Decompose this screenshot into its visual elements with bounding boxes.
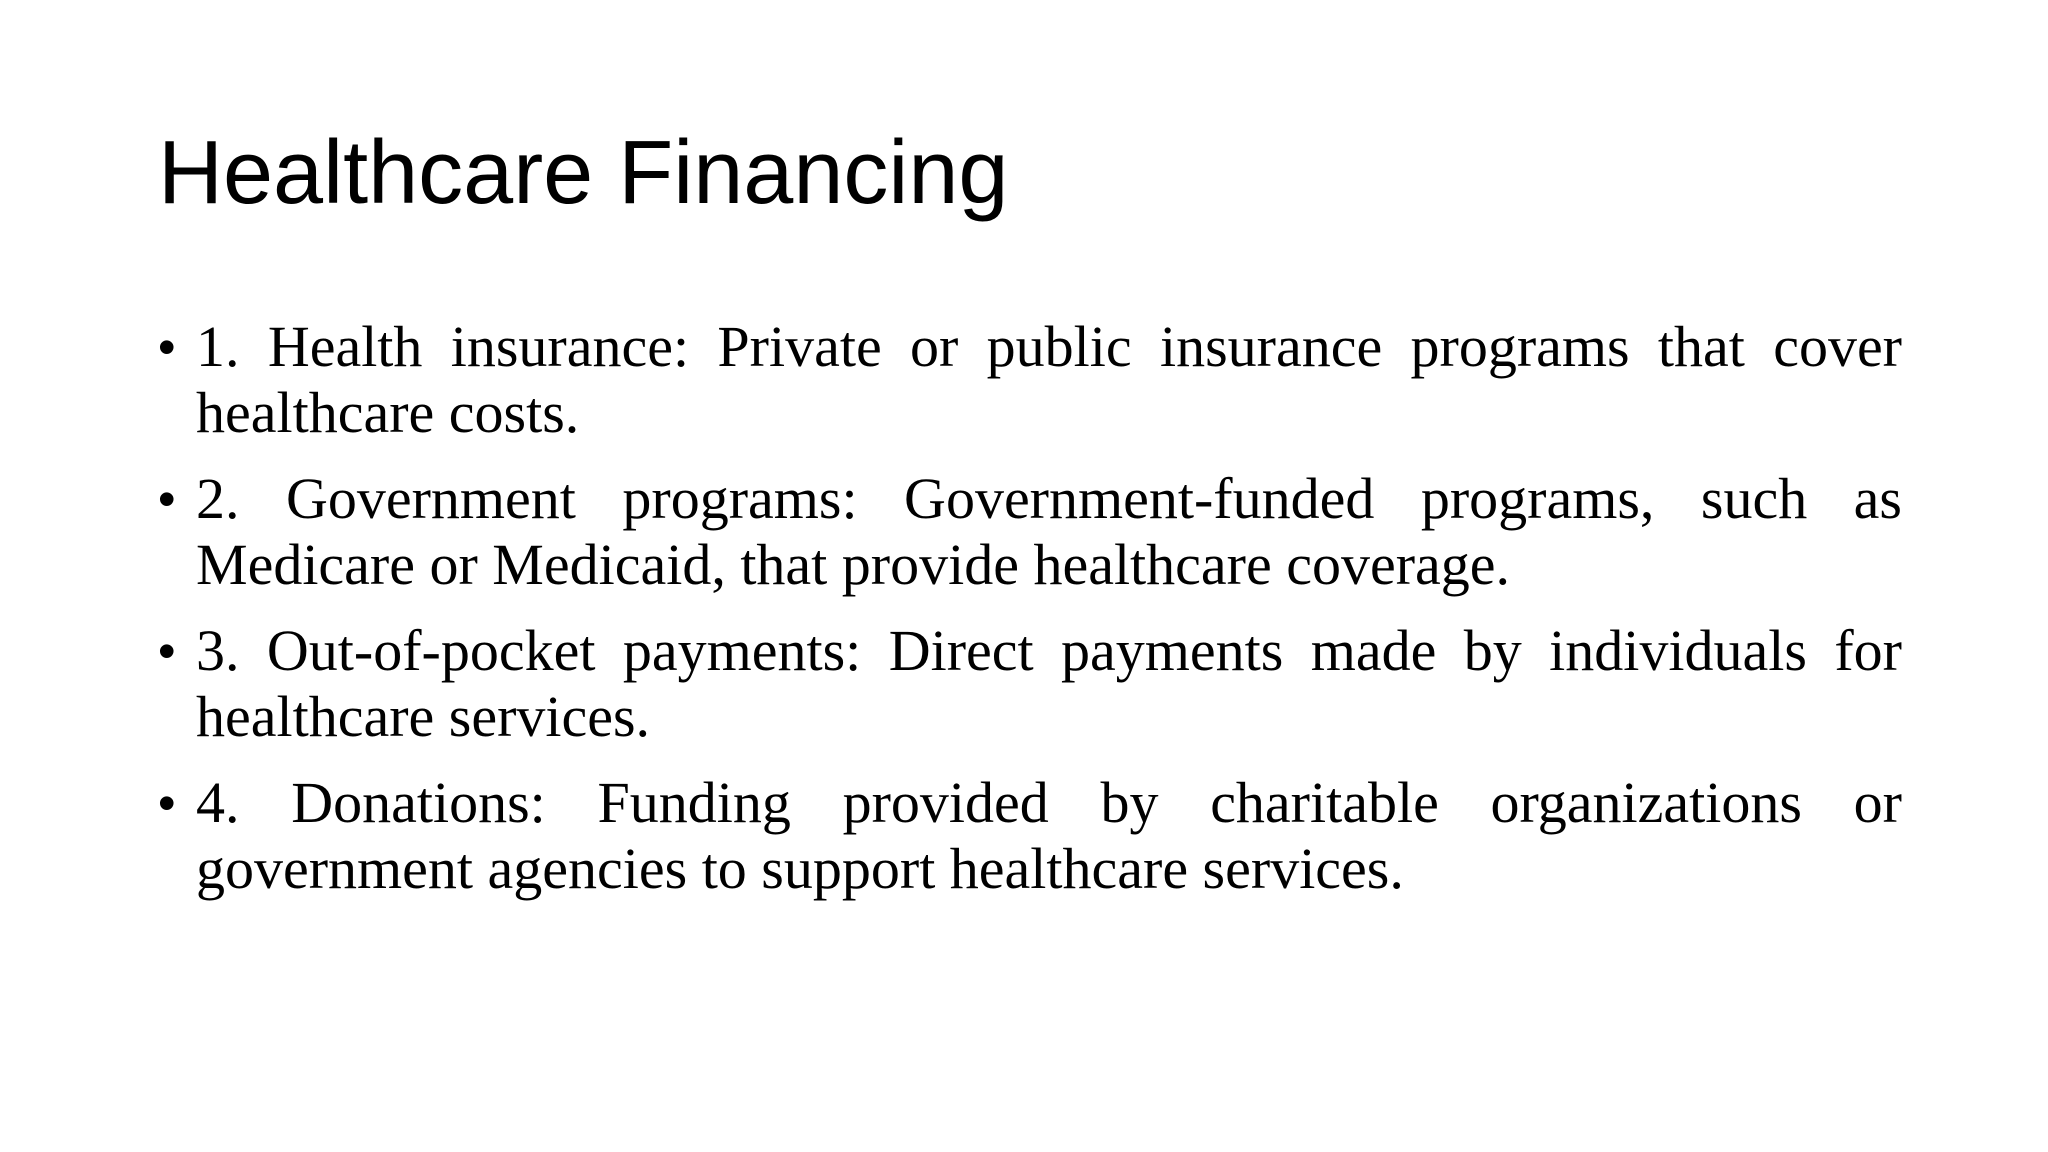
bullet-text: 1. Health insurance: Private or public insurance programs that cover healthcare costs. [196, 314, 1902, 445]
bullet-list [158, 314, 1902, 922]
list-item [158, 770, 1902, 902]
bullet-icon: • [158, 319, 176, 375]
slide-title: Healthcare Financing [158, 123, 1009, 223]
list-item [158, 466, 1902, 598]
bullet-text: 3. Out-of-pocket payments: Direct payments made by individuals for healthcare services. [196, 618, 1902, 749]
bullet-text: 2. Government programs: Government-funded programs, such as Medicare or Medicaid, that provide healthcare coverage. [196, 466, 1902, 597]
bullet-icon: • [158, 471, 176, 527]
list-item [158, 314, 1902, 446]
bullet-text: 4. Donations: Funding provided by charitable organizations or government agencies to support healthcare services. [196, 770, 1902, 901]
bullet-icon: • [158, 775, 176, 831]
bullet-icon: • [158, 623, 176, 679]
list-item [158, 618, 1902, 750]
